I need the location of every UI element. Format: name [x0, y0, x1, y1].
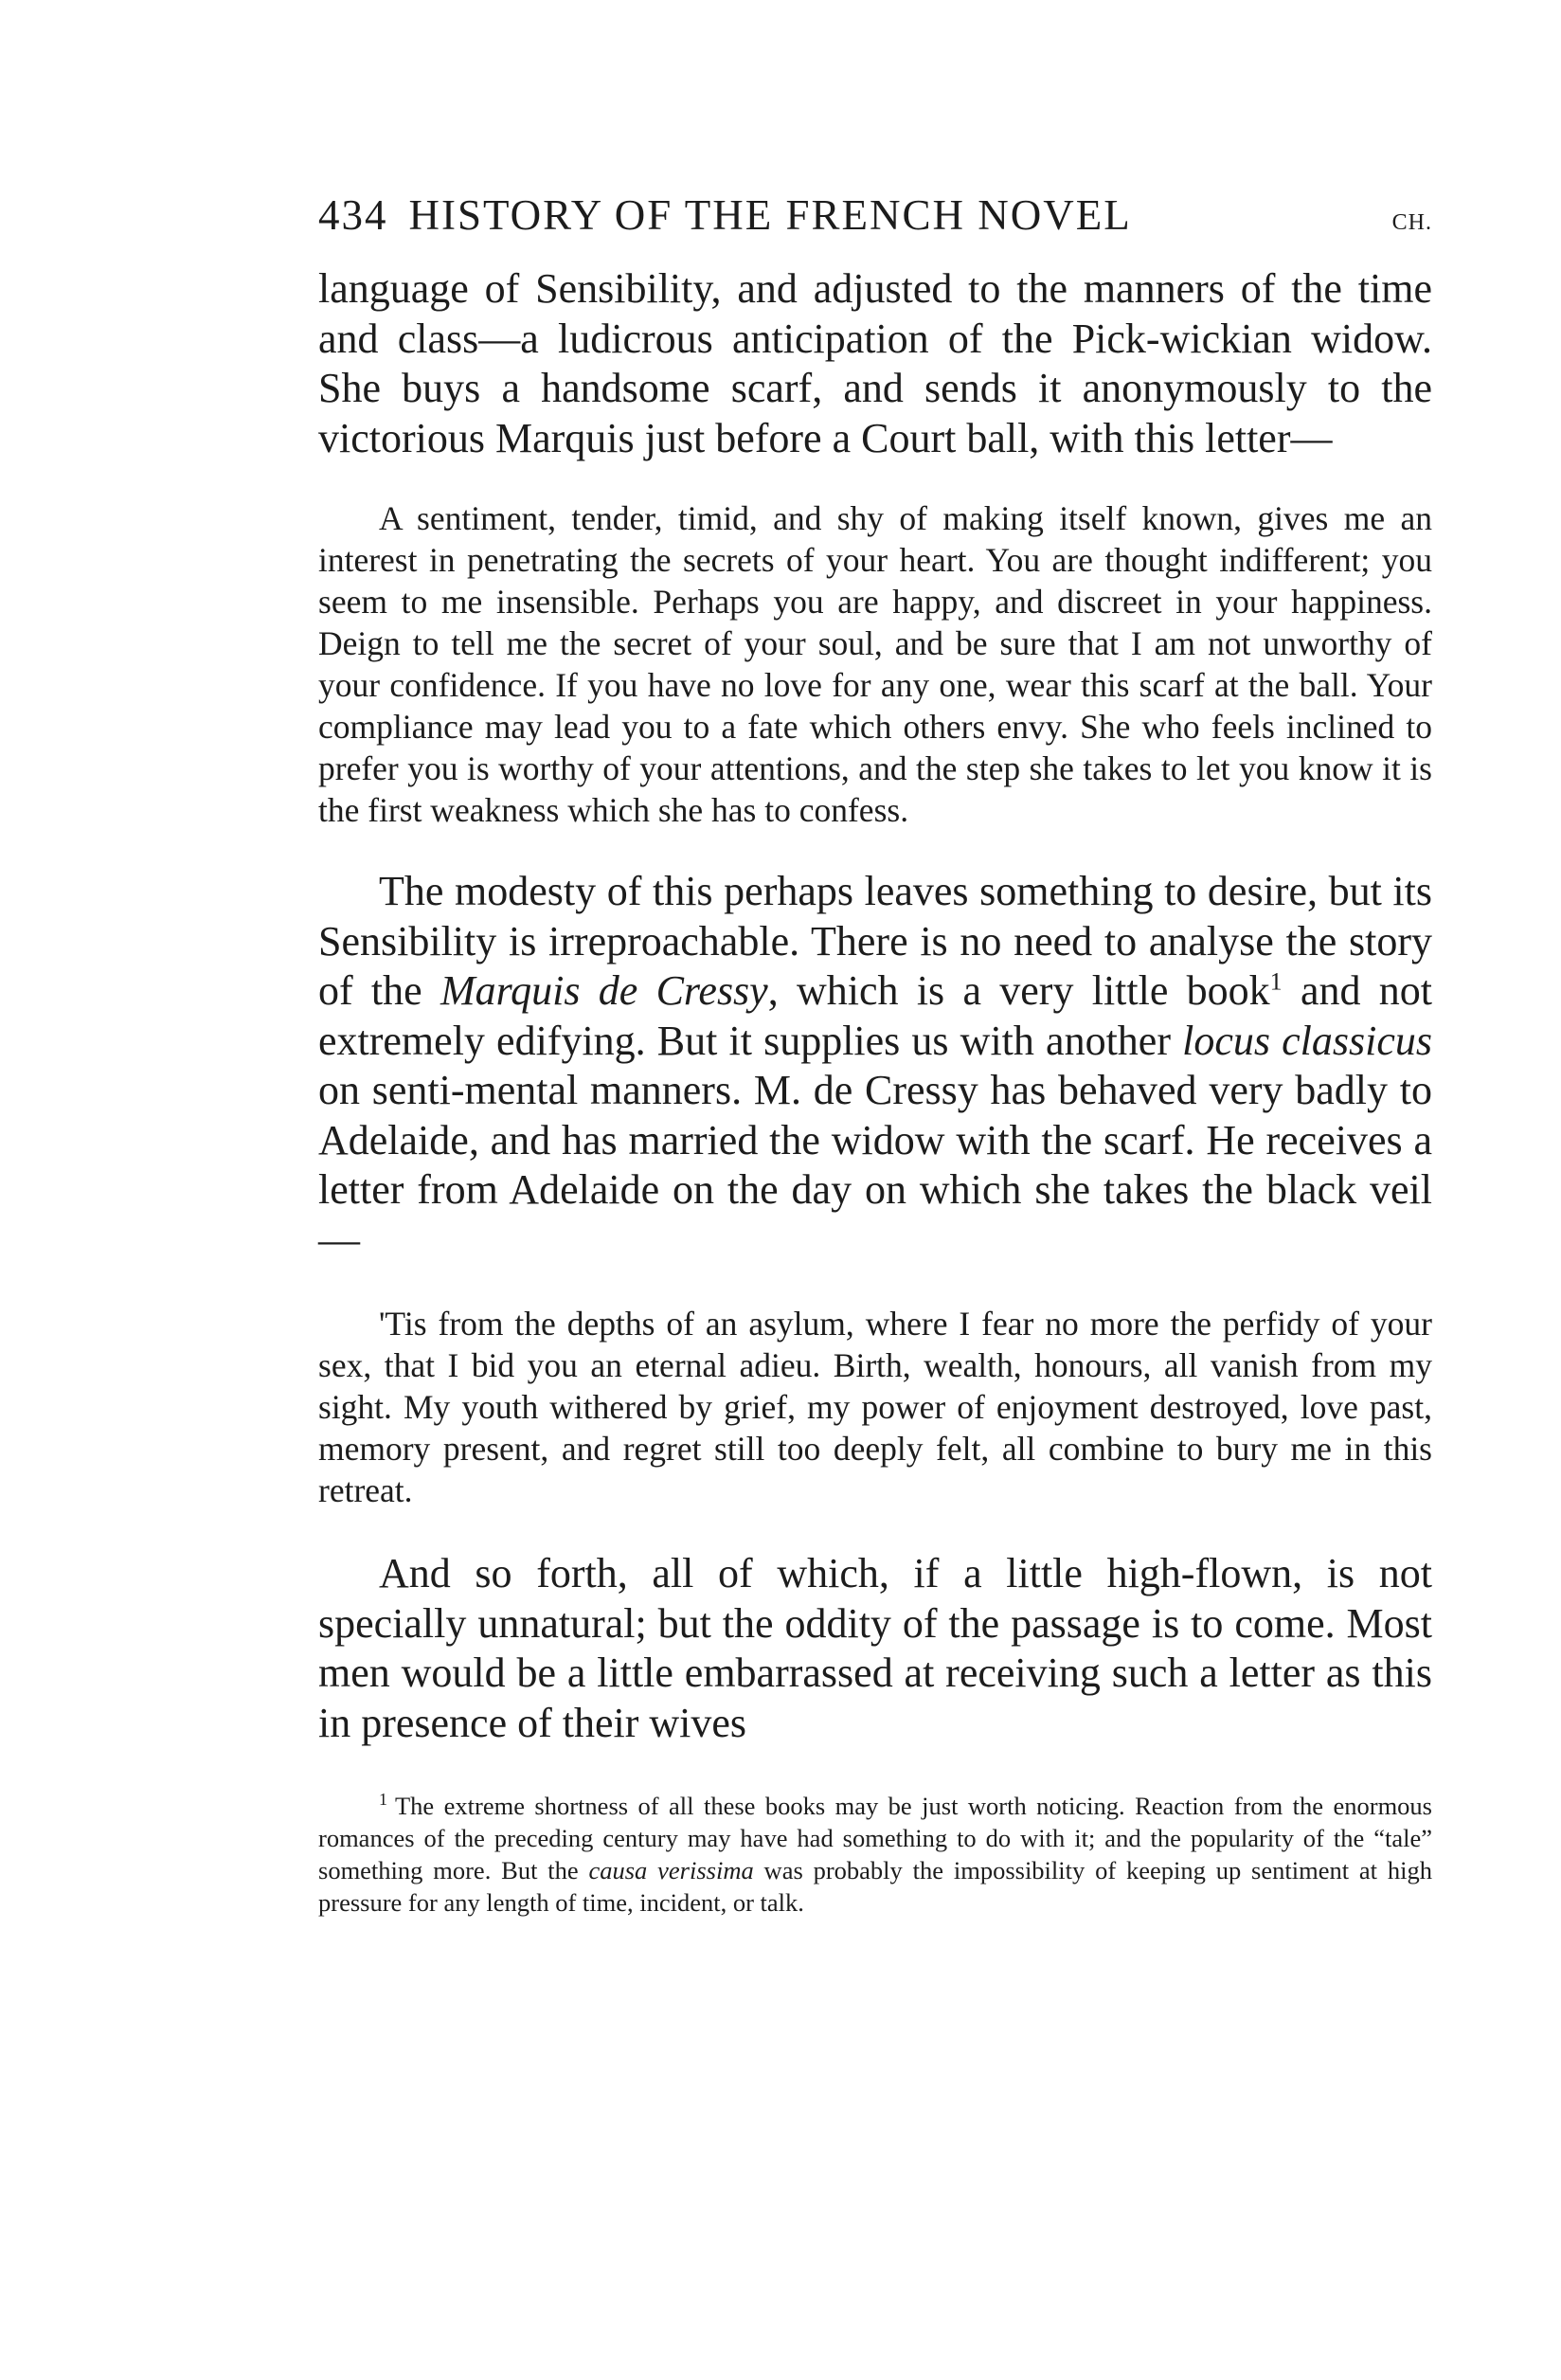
footnote	[318, 1790, 1432, 1919]
footnote-latin-term: causa verissima	[588, 1856, 754, 1884]
paragraph-text: , which is a very little book	[767, 967, 1270, 1014]
footnote-text: The extreme shortness of all these books may be just worth noticing. Reaction from the enormous romances of the preceding century may have had something to do with it; and the popularity of the “tale” something more. But the	[318, 1792, 1432, 1884]
block-quote-letter: A sentiment, tender, timid, and shy of making itself known, gives me an interest in penetrating the secrets of your heart. You are thought indifferent; you seem to me insensible. Perhaps you are happy, and discreet in your happiness. Deign to tell me the secret of your soul, and be sure that I am not unworthy of your confidence. If you have no love for any one, wear this scarf at the ball. Your compliance may lead you to a fate which others envy. She who feels inclined to prefer you is worthy of your attentions, and the step she takes to let you know it is the first weakness which she has to confess.	[318, 499, 1432, 829]
block-quote-adieu: 'Tis from the depths of an asylum, where I fear no more the perfidy of your sex, that I bid you an eternal adieu. Birth, wealth, honours, all vanish from my sight. My youth withered by grief, my power of enjoyment destroyed, love past, memory present, and regret still too deeply felt, all combine to bury me in this retreat.	[318, 1305, 1432, 1509]
footnote-marker: 1	[379, 1790, 387, 1810]
page-number: 434	[318, 191, 388, 239]
footnote-text: was probably the impossibility of keeping up sentiment at high pressure for any length of time, incident, or talk.	[318, 1856, 1432, 1917]
paragraph-modesty	[318, 867, 1432, 1265]
paragraph-text: and not extremely edifying. But it supplies us with another	[318, 967, 1432, 1064]
book-title: Marquis de Cressy	[440, 967, 768, 1014]
chapter-abbreviation: CH.	[1391, 210, 1432, 235]
paragraph-text: on senti-mental manners. M. de Cressy has behaved very badly to Adelaide, and has married the widow with the scarf. He receives a letter from Adelaide on the day on which she takes the black veil—	[318, 1067, 1432, 1263]
book-page	[318, 191, 1432, 1919]
latin-term: locus classicus	[1182, 1017, 1432, 1064]
paragraph-continuation: language of Sensibility, and adjusted to the manners of the time and class—a ludicrous anticipation of the Pick-wickian widow. She buys a handsome scarf, and sends it anonymously to the victorious Marquis just before a Court ball, with this letter—	[318, 265, 1432, 461]
running-title: HISTORY OF THE FRENCH NOVEL	[408, 191, 1132, 239]
paragraph-and-so-forth: And so forth, all of which, if a little high-flown, is not specially unnatural; but the oddity of the passage is to come. Most men would be a little embarrassed at receiving such a letter as this in presence of their wives	[318, 1550, 1432, 1746]
running-head-left	[318, 191, 1132, 239]
paragraph-text: The modesty of this perhaps leaves something to desire, but its Sensibility is irreproachable. There is no need to analyse the story of the	[318, 868, 1432, 1014]
running-head	[318, 191, 1432, 262]
footnote-reference[interactable]: 1	[1269, 967, 1283, 996]
